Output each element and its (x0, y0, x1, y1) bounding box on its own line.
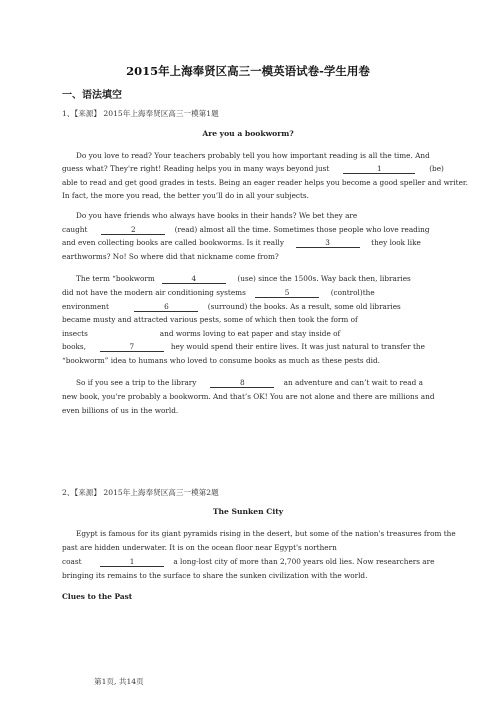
q1-p1-text: guess what? They're right! Reading helps you in many ways beyond just (62, 164, 330, 173)
question-1-title: Are you a bookworm? (202, 129, 294, 138)
q1-p1-line2 (62, 164, 444, 174)
q2-p1-text: coast (62, 557, 82, 566)
q1-p2-text-c: they look like (371, 238, 421, 247)
blank-6[interactable]: 6 (134, 302, 198, 312)
q2-p1-text-b: a long-lost city of more than 2,700 years old lies. Now researchers are (173, 557, 435, 566)
question-2-title: The Sunken City (212, 507, 284, 516)
q2-p1-line3 (62, 557, 434, 567)
question-2-source: 2、【来源】 2015年上海奉贤区高三一模第2题 (62, 488, 219, 497)
blank-8[interactable]: 8 (210, 378, 274, 388)
blank-3[interactable]: 3 (296, 238, 360, 248)
q1-p2-line3 (62, 238, 421, 248)
q1-p3-text-d: insects (62, 329, 88, 338)
q1-p2-line4: earthworms? No! So where did that nickname come from? (62, 252, 279, 261)
q1-p2-text-b: and even collecting books are called bookworms. Is it really (62, 238, 284, 247)
blank-1[interactable]: 1 (343, 164, 415, 174)
q1-p4-line2: new book, you’re probably a bookworm. And that’s OK! You are not alone and there are millions and (62, 392, 435, 401)
page-title: 2015年上海奉贤区高三一模英语试卷-学生用卷 (126, 64, 370, 78)
q1-p2-line1: Do you have friends who always have books in their hands? We bet they are (76, 211, 358, 220)
q1-p3-line5 (62, 329, 340, 338)
q1-p3-text-e: and worms loving to eat paper and stay inside of (159, 329, 341, 338)
q1-p3-line2 (62, 288, 375, 298)
question-1-source: 1、【来源】 2015年上海奉贤区高三一模第1题 (62, 109, 219, 118)
q1-p2-line2 (62, 225, 430, 235)
q1-p1-line4: In fact, the more you read, the better you’ll do in all your subjects. (62, 191, 309, 200)
q1-p3-text-c: environment (62, 302, 109, 311)
q1-p3-line6 (62, 342, 425, 352)
q1-p4-text: So if you see a trip to the library (76, 378, 197, 387)
q1-p3-hint-b: (control)the (330, 288, 375, 297)
blank-5[interactable]: 5 (255, 288, 319, 298)
q1-p3-line1 (76, 274, 411, 284)
blank-7[interactable]: 7 (100, 342, 164, 352)
q1-p3-text: The term “bookworm (76, 274, 155, 283)
q1-p3-hint: (use) since the 1500s. Way back then, libraries (237, 274, 411, 283)
q1-p3-text-f: books, (62, 342, 86, 351)
q1-p3-line7: “bookworm” idea to humans who loved to consume books as much as these pests did. (62, 356, 380, 365)
q1-p2-hint: (read) almost all the time. Sometimes those people who love reading (174, 225, 430, 234)
q1-p3-text-b: did not have the modern air conditioning systems (62, 288, 246, 297)
q2-p1-line1: Egypt is famous for its giant pyramids rising in the desert, but some of the nation's treasures from the (76, 529, 456, 538)
q1-p3-hint-c: (surround) the books. As a result, some old libraries (207, 302, 401, 311)
q1-p1-line1: Do you love to read? Your teachers probably tell you how important reading is all the time. And (76, 151, 430, 160)
q2-p1-line4: bringing its remains to the surface to share the sunken civilization with the world. (62, 571, 368, 580)
q1-p2-text: caught (62, 225, 88, 234)
q1-p4-line3: even billions of us in the world. (62, 406, 179, 415)
q1-p3-line3 (62, 302, 401, 312)
blank-2[interactable]: 2 (101, 225, 165, 235)
q1-p4-line1 (76, 378, 423, 388)
blank-4[interactable]: 4 (162, 274, 226, 284)
section-heading: 一、语法填空 (62, 90, 122, 101)
q2-p1-line2: past are hidden underwater. It is on the ocean floor near Egypt's northern (62, 543, 337, 552)
q1-p1-hint: (be) (429, 164, 444, 173)
q1-p3-text-g: hey would spend their entire lives. It was just natural to transfer the (170, 342, 425, 351)
q2-subheading: Clues to the Past (62, 592, 133, 601)
q1-p3-line4: became musty and attracted various pests, some of which then took the form of (62, 315, 358, 324)
q2-blank-1[interactable]: 1 (100, 557, 164, 567)
q1-p4-text-b: an adventure and can’t wait to read a (283, 378, 423, 387)
page-footer: 第1页, 共14页 (94, 677, 144, 686)
q1-p1-line3: able to read and get good grades in tests. Being an eager reader helps you become a good speller and writer. (62, 178, 468, 187)
